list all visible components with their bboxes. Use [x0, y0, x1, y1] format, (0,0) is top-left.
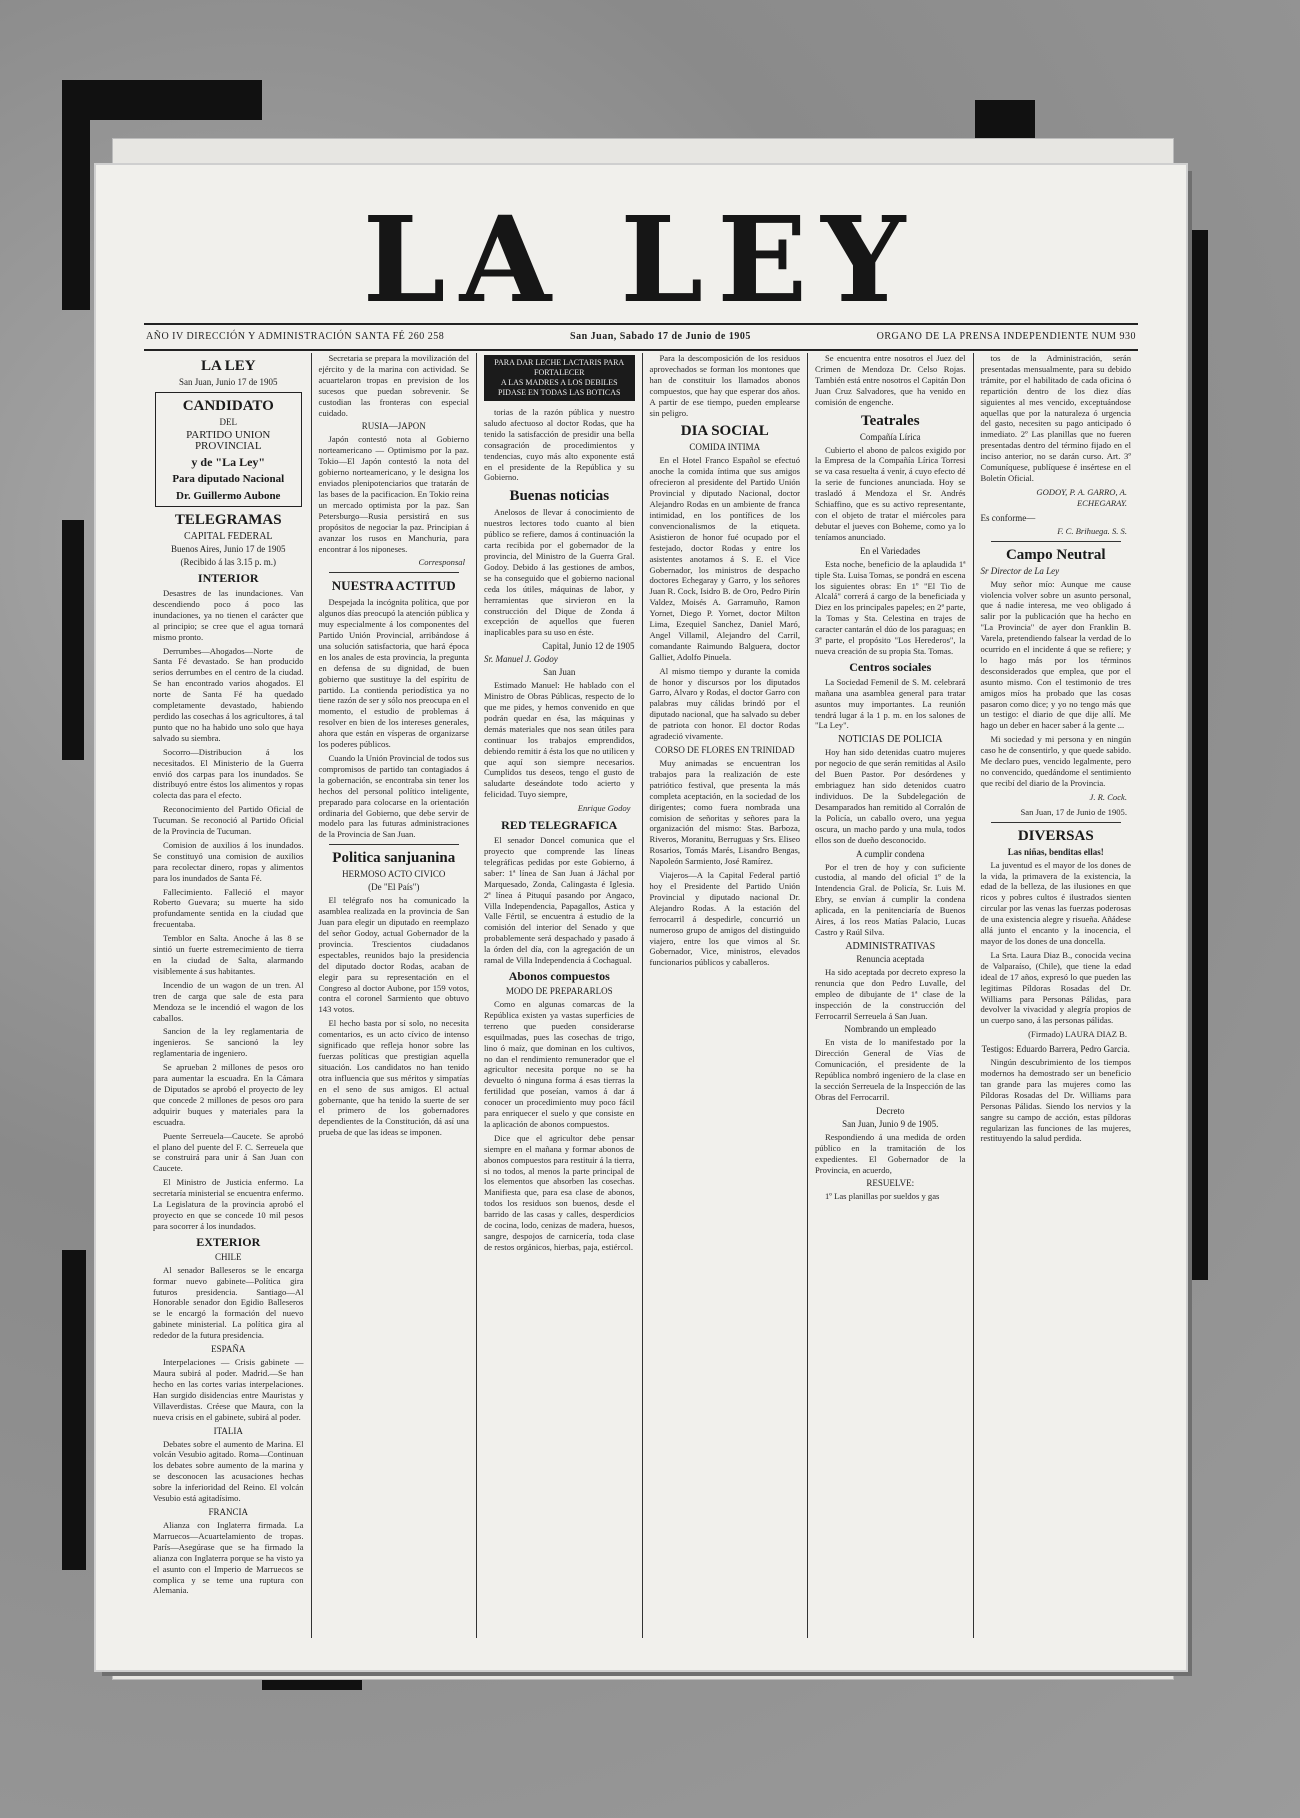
column-3: [477, 353, 643, 1638]
corso-heading: CORSO DE FLORES EN TRINIDAD: [654, 745, 795, 755]
exterior-heading: EXTERIOR: [196, 1234, 261, 1249]
article-text: Se encuentra entre nosotros el Juez del Crimen de Mendoza Dr. Celso Rojas. También está entre nosotros el Capitán Don Juan Cruz Salvadores, que ha venido en comisión de engenche.: [815, 353, 966, 407]
testimonial-witnesses: Testigos: Eduardo Barrera, Pedro Garcia.: [981, 1044, 1130, 1055]
scan-edge-top-left: [62, 80, 262, 120]
article-text: La Sociedad Femenil de S. M. celebrará mañana una asamblea general para tratar asuntos muy importantes. La reunión tendrá lugar á la 1 p. m. en los salones de "La Ley".: [815, 676, 966, 731]
article-text: Ha sido aceptada por decreto expreso la renuncia que don Pedro Luvalle, del empleo de dibujante de 1ª clase de la inspección de la construcción del Ferrocarril Serreuela á San Juan.: [815, 966, 966, 1021]
article-text: Cuando la Unión Provincial de todos sus compromisos de partido tan contagiados á la gobernación, se encontraba sin tener los hechos del personal político inteligente, preparado para colocarse en la orientación ordinaria del Gobierno, que debe servir de modelo para las futuras administraciones de la Provincia de San Juan.: [318, 753, 469, 840]
politica-heading: Politica sanjuanina: [332, 850, 456, 867]
buenas-noticias-heading: Buenas noticias: [509, 488, 610, 505]
article-text: Puente Serreuela—Caucete. Se aprobó el plano del puente del F. C. Serreuela que se construirá para unir á San Juan con Caucete.: [153, 1130, 304, 1174]
candidate-line-1: CANDIDATO: [182, 398, 274, 414]
letter-place: San Juan: [543, 667, 576, 678]
article-text: Debates sobre el aumento de Marina. El volcán Vesubio agitado. Roma—Continuan los debates sobre aumento de la marina y se desconocen las acusaciones hechas sobre la inferioridad del Reino. El volcán Vesubio está agitadísimo.: [153, 1438, 304, 1504]
article-text: Anelosos de llevar á conocimiento de nuestros lectores todo cuanto al bien público se refiere, damos á continuación la carta recibida por el gobernador de la provincia, del Ministro de la Guerra Gral. Godoy. Debido á las gestiones de ambos, se ha conseguido que el gobierno nacional ceda los útiles, máquinas de labor, y herramientas que sirvieron en la construcción del Dique de Zonda á excepción de aquellos que fueren inaplicables para su uso en éste.: [484, 507, 635, 638]
masthead-rule-top: [144, 323, 1138, 325]
article-text: Cubierto el abono de palcos exigido por la Empresa de la Compañía Lírica Torresi se va casa resuelta á venir, á cuyo efecto dé la serie de funciones anunciada. Hoy se trasladó á Mendoza el Sr. Andrés Schiaffino, que es su activo representante, con el objeto de tratar el miércoles para debutar el jueves con Boheme, como ya lo teníamos anunciado.: [815, 444, 966, 542]
resuelve-heading: RESUELVE:: [866, 1178, 915, 1189]
received-time: (Recibido á las 3.15 p. m.): [180, 557, 276, 567]
article-text: Por el tren de hoy y con suficiente custodia, al mando del oficial 1º de la Intendencia Gral. de Policía, Sr. Luis M. Ebry, se envían á cumplir la condena aplicada, en la penitenciaría de Buenos Aires, á los reos Matías Palacio, Lucas Castro y Raúl Silva.: [815, 861, 966, 937]
article-text: Respondiendo á una medida de orden público en la tramitación de los expedientes. El Gobernador de la Provincia, en acuerdo,: [815, 1131, 966, 1175]
article-text: Se aprueban 2 millones de pesos oro para aumentar la escuadra. En la Cámara de Diputados se aprobó el proyecto de ley que concede 2 millones de pesos oro para adquirir buques y materiales para la escuadra.: [153, 1062, 304, 1127]
policia-heading: NOTICIAS DE POLICIA: [838, 734, 943, 746]
article-text: Al senador Balleseros se le encarga formar nuevo gabinete—Política gira futuros presidencia. Santiago—Al Honorable senador don Egidio Balleseros se le encargó la formación del nuevo gabinete ministerial. La política gira al rededor de la futura presidencia.: [153, 1264, 304, 1341]
article-text: torias de la razón pública y nuestro saludo afectuoso al doctor Rodas, que ha tenido la satisfacción de presidir una bella consagración de procedimientos y tendencias, cuyo más alto exponente está en el presidente de la República y su Gobierno.: [484, 407, 635, 483]
letter-signature: J. R. Cock.: [1089, 791, 1127, 802]
abonos-heading: Abonos compuestos: [508, 968, 610, 983]
section-date: San Juan, Junio 17 de 1905: [179, 377, 278, 387]
dia-social-heading: DIA SOCIAL: [680, 423, 769, 440]
article-text: Alianza con Inglaterra firmada. La Marruecos—Acuartelamiento de tropas. París—Asegúrase que se ha firmado la alianza con Inglaterra porque se ha visto ya el asunto con el Imperio de Marruecos se complica y se teme una ruptura con Alemania.: [153, 1519, 304, 1596]
hermoso-acto-heading: HERMOSO ACTO CIVICO: [342, 869, 446, 880]
compania-heading: Compañía Lírica: [859, 431, 921, 442]
candidate-line-6: Dr. Guillermo Aubone: [176, 490, 281, 502]
divider: [329, 844, 460, 845]
masthead-title: LA LEY: [362, 190, 920, 329]
article-text: Socorro—Distribucion á los necesitados. El Ministerio de la Guerra envió dos carpas para los inundados. Se distribuyó entre éstos los alimentos y ropas colecta das para el efecto.: [153, 746, 304, 801]
article-text: El telégrafo nos ha comunicado la asamblea realizada en la provincia de San Juan para elegir un diputado en reemplazo del señor Godoy, actual Gobernador de la provincia. Trescientos ciudadanos espectables, reunidos bajo la presidencia del diputado doctor Rodas, acaban de elegir para su representación en el Congreso al doctor Aubone, por 159 votos, contra el coronel Sarmiento que obtuvo 143 votos.: [318, 895, 469, 1015]
candidate-line-5: Para diputado Nacional: [172, 473, 285, 485]
letter-recipient: Sr Director de La Ley: [980, 565, 1060, 576]
article-text: Fallecimiento. Falleció el mayor Roberto Guevara; su muerte ha sido profundamente sentida en la ciudad que frecuentaba.: [153, 886, 304, 930]
article-text: Al mismo tiempo y durante la comida de honor y discursos por los diputados Garro, Alvaro y Rodas, el doctor Garro con palabras muy cálidas brindó por el diputado nacional, que ha salvado su deber de patriota con honor. El doctor Rodas agradeció vivamente.: [649, 665, 800, 742]
divider: [329, 572, 460, 573]
decree-signers: GODOY, P. A. GARRO, A. ECHEGARAY.: [1036, 486, 1127, 508]
dateline-left: AÑO IV DIRECCIÓN Y ADMINISTRACIÓN SANTA FÉ 260 258: [146, 331, 445, 342]
article-text: Desastres de las inundaciones. Van descendiendo poco á poco las inundaciones, ya no tienen el carácter que al principio; se cree que el agua tornará mismo pronto.: [153, 588, 304, 642]
dateline-center: San Juan, Sabado 17 de Junio de 1905: [570, 331, 751, 342]
source-note: (De "El País"): [368, 882, 420, 893]
admin-heading: ADMINISTRATIVAS: [845, 940, 936, 952]
article-text: Mi sociedad y mi persona y en ningún caso he de consentirlo, y que quede sabido. Me declaro pues, vencido legalmente, pero no convencido, quedándome el sentimiento que recibí del diario de la Provincia.: [980, 734, 1131, 788]
article-text: Muy animadas se encuentran los trabajos para la realización de este patriótico festival, que presenta la más completa aceptación, en la sociedad de los dirigentes; como fuera nombrada una comision de señoritas y señores para la organización del mismo: Stas. Barboza, Riveros, Moranitu, Berruguas y Srs. Eliseo Rosarios, Tomás Marés, Lisandro Bengas, Napoleón Sarmiento, José Ramírez.: [649, 758, 800, 867]
chile-heading: CHILE: [215, 1251, 242, 1262]
diversas-heading: DIVERSAS: [1017, 827, 1094, 844]
variedades-heading: En el Variedades: [860, 545, 921, 556]
article-text: El senador Doncel comunica que el proyecto que comprende las líneas telegráficas pedidas por este Gobierno, á saber: 1ª línea de San Juan á Jáchal por Marquesado, Zonda, Calingasta é Iglesia. 2ª línea á Pituquí pasando por Angaco, Villa Independencia, Papagallos, Astica y Valle Fértil, se encuentra á estudio de la comisión del interior del Senado y que probablemente será despachado y pasado á la órden del día, con la agregación de un ramal de Villa Independencia á Cochagual.: [484, 835, 635, 966]
decreto-date: San Juan, Junio 9 de 1905.: [842, 1118, 939, 1129]
article-text: Hoy han sido detenidas cuatro mujeres por negocio de que serán remitidas al Asilo del Buen Pastor. Por desórdenes y embriaguez han sido detenidos cuatro individuos. De la Subdelegación de Desamparados han remitido al Corralón de la Policía, un caballo overo, una yegua oscura, un macho pardo y una mula, todos ellos son de dueño desconocido.: [815, 747, 966, 845]
centros-heading: Centros sociales: [849, 659, 932, 674]
teatrales-heading: Teatrales: [860, 412, 920, 429]
article-text: El hecho basta por sí solo, no necesita comentarios, es un acto cívico de intenso significado que refleja honor sobre las fuerzas políticas que prestigian aquella situación. Los candidatos no han tenido otra influencia que sus méritos y simpatías en el seno de sus amigos. El actual gobernante, que ha tenido la suerte de ser el primero de los gobernadores dependientes de la Constitución, dá así una prueba de que las ideas se imponen.: [318, 1018, 469, 1138]
correspondent-signature: Corresponsal: [418, 557, 465, 568]
column-6: [974, 353, 1139, 1638]
article-text: La juventud es el mayor de los dones de la vida, la primavera de la existencia, la edad de la belleza, de las ilusiones en que ricos y pobres cultos é ilustrados sienten circular por las venas las fuerzas poderosas de una existencia alegre y risueña. Añádese allá junto el encanto y la inocencia, el mayor de los dones de una doncella.: [980, 859, 1131, 946]
article-text: En el Hotel Franco Español se efectuó anoche la comida íntima que sus amigos ofrecieron al presidente del Partido Unión Provincial y diputado Nacional, doctor Alejandro Rodas en un ambiente de franca intimidad, en los pontífices de los convencionalismos de la etiqueta. Asistieron de honor fué ocupado por el festejado, doctor Rodas y entre los asistentes anotamos á S. E. el Vice Gobernador, los ministros de despacho doctores Echegaray y Garro, y los señores Juan R. Cock, Isidro B. de Oro, Pedro Pirín Valdez, Moisés A. Garramuño, Ramon Yornet, Diego P. Yornet, doctor Milton Lima, Ezequiel Sanchez, Daniel Maró, Angel Villamil, Alejandro del Carril, comandante Raimundo Balguera, doctor Galliet, Adolfo Pinuela.: [649, 455, 800, 662]
article-text: Dice que el agricultor debe pensar siempre en el mañana y formar abonos de abonos compuestos para restituir á la tierra, si no todos, al menos la parte principal de los elementos que absorben las cosechas. Manifiesta que, para esa clase de abonos, todos los residuos son buenos, desde el barrido de las casas y calles, desperdicios de cocina, lodo, cenizas de madera, huesos, sangre, despojos de carnicería, toda clase de restos orgánicos, hierbas, paja, estiércol.: [484, 1132, 635, 1252]
article-text: Muy señor mío: Aunque me cause violencia volver sobre un asunto personal, que á nadie interesa, me veo obligado á salir por la publicación que ha hecho en "La Provincia" de ayer don Franklin B. Varela, pretendiendo falsear la verdad de lo ocurrido en el incidente á que se refiere; y lo hago más por los términos desconsiderados que emplea, que por el asunto mismo. Con el testimonio de tres amigos míos ha probado que las cosas pasaron como dice; y yo no tengo más que un testigo: el diario de que dije allí. Me hago un deber en hacer saber á la gente ...: [980, 578, 1131, 731]
dateline-right: ORGANO DE LA PRENSA INDEPENDIENTE NUM 930: [876, 331, 1136, 342]
article-text: Comision de auxilios á los inundados. Se constituyó una comision de auxilios para recolectar dinero, ropas y alimentos para los inundados de Santa Fé.: [153, 839, 304, 883]
article-text: La Srta. Laura Diaz B., conocida vecina de Valparaíso, (Chile), que tiene la edad ideal de 17 años, expresó lo que pueden las legitimas Píldoras Rosadas del Dr. Williams para Personas Pálidas, para devolver la vivacidad y alegría propios de un cuerpo sano, á las personas pálidas.: [980, 949, 1131, 1026]
modo-heading: MODO DE PREPARARLOS: [505, 985, 613, 996]
candidate-box: [155, 392, 302, 507]
article-text: El Ministro de Justicia enfermo. La secretaría ministerial se encuentra enfermo. La Legislatura de la provincia aprobó el proyecto en que se concede 10 mil pesos para socorrer á los inundados.: [153, 1177, 304, 1231]
lactaris-advertisement: [484, 355, 635, 401]
article-text: tos de la Administración, serán presentadas mensualmente, para su debido trámite, por el habilitado de cada oficina ó repartición dentro de los diez días siguientes al mes vencido, exceptuándose aquellas que por la naturaleza ó urgencia del gasto, necesiten su pago anticipado ó inmediato. 2º Las planillas que no fueren presentadas dentro del término fijado en el inciso anterior, no se darán curso. Art. 3º Comuníquese, publíquese é insértese en el Boletín Oficial.: [980, 353, 1131, 483]
nombrando-heading: Nombrando un empleado: [844, 1024, 936, 1035]
article-text: Para la descomposición de los residuos aprovechados se forman los montones que han de constituir los llamados abonos compuestos, que hay que esperar dos años. A partir de ese tiempo, pueden emplearse sin peligro.: [649, 353, 800, 418]
letter-date: San Juan, 17 de Junio de 1905.: [1020, 806, 1127, 817]
article-text: Derrumbes—Ahogados—Norte de Santa Fé devastado. Se han producido serios derrumbes en el centro de la ciudad. Se han encontrado varios ahogados. El norte de Santa Fé ha quedado completamente devastado, habiendo perdido las cosechas á los agricultores, á tal punto que no ha habido uno solo que haya salvado su siembra.: [153, 645, 304, 743]
article-text: Como en algunas comarcas de la República existen ya vastas superficies de terreno que pueden considerarse esquilmadas, pues las cosechas de trigo, lino ó maíz, que dominan en los cultivos, no dan el rendimiento remunerador que el agricultor necesita porque no se ha devuelto ó ninguna forma á esas tierras la fertilidad que poseían, vamos á dar á conocer un procedimiento muy poco fácil para enriquecer el suelo y que consiste en la aplicación de abonos compuestos.: [484, 998, 635, 1129]
ad-line-2: A LAS MADRES A LOS DEBILES: [500, 378, 618, 387]
renuncia-heading: Renuncia aceptada: [856, 953, 925, 964]
masthead: [96, 190, 1186, 329]
article-text: Ningún descubrimiento de los tiempos modernos ha demostrado ser un beneficio tan grande para las mujeres como las Píldoras Rosadas del Dr. Williams para Personas Pálidas. Siendo los nervios y la sangre su campo de acción, estas píldoras regularizan las funciones de las mujeres, restituyendo la salud perdida.: [980, 1057, 1131, 1144]
capital-heading: CAPITAL FEDERAL: [183, 531, 273, 542]
nuestra-actitud-heading: NUESTRA ACTITUD: [331, 578, 456, 594]
dateline: [146, 331, 1136, 347]
columns: [146, 353, 1138, 1638]
letter-recipient: Sr. Manuel J. Godoy: [484, 654, 558, 665]
scan-edge-left-bottom: [62, 1250, 86, 1570]
article-text: Secretaria se prepara la movilización del ejército y de la marina con actividad. Se acuartelaron tropas en prevision de los sucesos que puedan sobrevenir. Se custodian las fronteras con especial cuidado.: [318, 353, 469, 418]
article-text: Sancion de la ley reglamentaria de ingenieros. Se sancionó la ley reglamentaria de ingeniero.: [153, 1026, 304, 1059]
candidate-line-3: PARTIDO UNION PROVINCIAL: [186, 429, 271, 452]
letter-signature: Enrique Godoy: [577, 803, 631, 814]
ad-line-3: PIDASE EN TODAS LAS BOTICAS: [498, 388, 621, 397]
candidate-line-4: y de "La Ley": [191, 455, 266, 469]
masthead-rule-bottom: [144, 349, 1138, 351]
italia-heading: ITALIA: [213, 1425, 243, 1436]
divider: [991, 541, 1122, 542]
letter-date: Capital, Junio 12 de 1905: [542, 641, 635, 652]
ninas-heading: Las niñas, benditas ellas!: [1007, 846, 1104, 857]
newspaper-page: [96, 165, 1186, 1670]
decreto-heading: Decreto: [876, 1105, 905, 1116]
francia-heading: FRANCIA: [208, 1506, 248, 1517]
column-5: [808, 353, 974, 1638]
article-text: Despejada la incógnita política, que por algunos días preocupó la atención pública y muy especialmente á los componentes del Partido Unión Provincial, arribándose á una solución satisfactoria, que hará época en los anales de esta provincia, la pregunta en defensa de su dignidad, de buen gobierno que sustituye la del espíritu de partido. La contienda periodística ya no tiene razón de ser y sólo nos preocupa en el momento, el estudio de problemas á resolver en bien de los intereses generales, ahora que están en vísperas de organizarse los poderes públicos.: [318, 597, 469, 750]
interior-heading: INTERIOR: [197, 571, 259, 585]
article-text: Esta noche, beneficio de la aplaudida 1ª tiple Sta. Luisa Tomas, se pondrá en escena los siguientes obras: En 1º "El Tio de Alcalá" correrá á cargo de la beneficiada y Diez en los principales papeles; en 2ª parte, la Tomas y Sta. Celestina en trajes de caracter cantarán el dúo de los paraguas; en 3ª parte, el propósito "Los Herederos", la nueva creación de su propia Sta. Tomas.: [815, 558, 966, 656]
article-text: En vista de lo manifestado por la Dirección General de Vías de Comunicación, el presidente de la República nombró ingeniero de la clase en la sección Serreuela de la Inspección de las Obras del Ferrocarril.: [815, 1037, 966, 1102]
article-text: Interpelaciones — Crisis gabinete — Maura subirá al poder. Madrid.—Se han hecho en las cortes varias interpelaciones. Han surgido disidencias entre Mauristas y Villaverdistas. Créese que Maura, con la nueva crisis en el gabinete, subirá al poder.: [153, 1357, 304, 1422]
testimonial-signature: (Firmado) LAURA DIAZ B.: [1028, 1029, 1127, 1040]
red-telegrafica-heading: RED TELEGRAFICA: [501, 818, 618, 833]
campo-neutral-heading: Campo Neutral: [1005, 546, 1106, 563]
scan-edge-left-mid: [62, 520, 84, 760]
article-text: 1º Las planillas por sueldos y gas: [825, 1191, 940, 1202]
condena-heading: A cumplir condena: [856, 848, 925, 859]
capital-date: Buenos Aires, Junio 17 de 1905: [171, 544, 286, 554]
article-text: Reconocimiento del Partido Oficial de Tucuman. Se reconoció al Partido Oficial de la Provincia de Tucuman.: [153, 804, 304, 837]
telegrams-title: TELEGRAMAS: [174, 512, 282, 528]
article-text: Temblor en Salta. Anoche á las 8 se sintió un fuerte estremecimiento de tierra en la ciudad de Salta, alarmando visiblemente á sus habitantes.: [153, 933, 304, 976]
article-text: Estimado Manuel: He hablado con el Ministro de Obras Públicas, respecto de lo que me pides, y hemos convenido en que podrán quedar en ésa, las máquinas y demás materiales que nos sean útiles para continuar los trabajos emprendidos, debiendo remitir á ésta los que no utilicen y que aquí son siempre necesarios. Cumplidos tus deseos, tengo el gusto de saludarte deseándote todo acierto y felicidad. Tuyo siempre,: [484, 680, 635, 800]
article-text: Viajeros—A la Capital Federal partió hoy el Presidente del Partido Unión Provincial y diputado nacional Dr. Alejandro Rodas. A la estación del ferrocarril á despedirle, concurrió un numeroso grupo de amigos del distinguido viajero, entre los que vimos al Sr. Gobernador, Vice, ministros, elevados funcionarios públicos y caballeros.: [649, 870, 800, 968]
espana-heading: ESPAÑA: [211, 1344, 246, 1355]
column-1: [146, 353, 312, 1638]
section-title: LA LEY: [200, 358, 256, 374]
scan-edge-right: [1190, 230, 1208, 1280]
column-2: [312, 353, 478, 1638]
ad-line-1: PARA DAR LECHE LACTARIS PARA FORTALECER: [494, 358, 625, 377]
article-text: Incendio de un wagon de un tren. Al tren de carga que sale de esta para Mendoza se le incendió el wagon de los caballos.: [153, 979, 304, 1023]
conforme-label: Es conforme—: [980, 512, 1036, 523]
article-text: Japón contestó nota al Gobierno norteamericano — Optimismo por la paz. Tokio—El Japón contestó la nota del gobierno norteamericano, y le designa los enviados plenipotenciarios que tratarán de las bases de la pacificacion. En Tokio reina un mercado optimista por la paz. San Petersburgo—Rusia persistirá en sus propósitos de negociar la paz. Principian á avanzar los rusos en Manchuria, para encontrar á los niponeses.: [318, 434, 469, 554]
divider: [991, 822, 1122, 823]
candidate-line-2: DEL: [219, 417, 237, 427]
comida-heading: COMIDA INTIMA: [689, 442, 761, 453]
column-4: [643, 353, 809, 1638]
rusia-japon-heading: RUSIA—JAPON: [361, 421, 426, 432]
conforme-signature: F. C. Brihuega. S. S.: [1057, 525, 1127, 536]
